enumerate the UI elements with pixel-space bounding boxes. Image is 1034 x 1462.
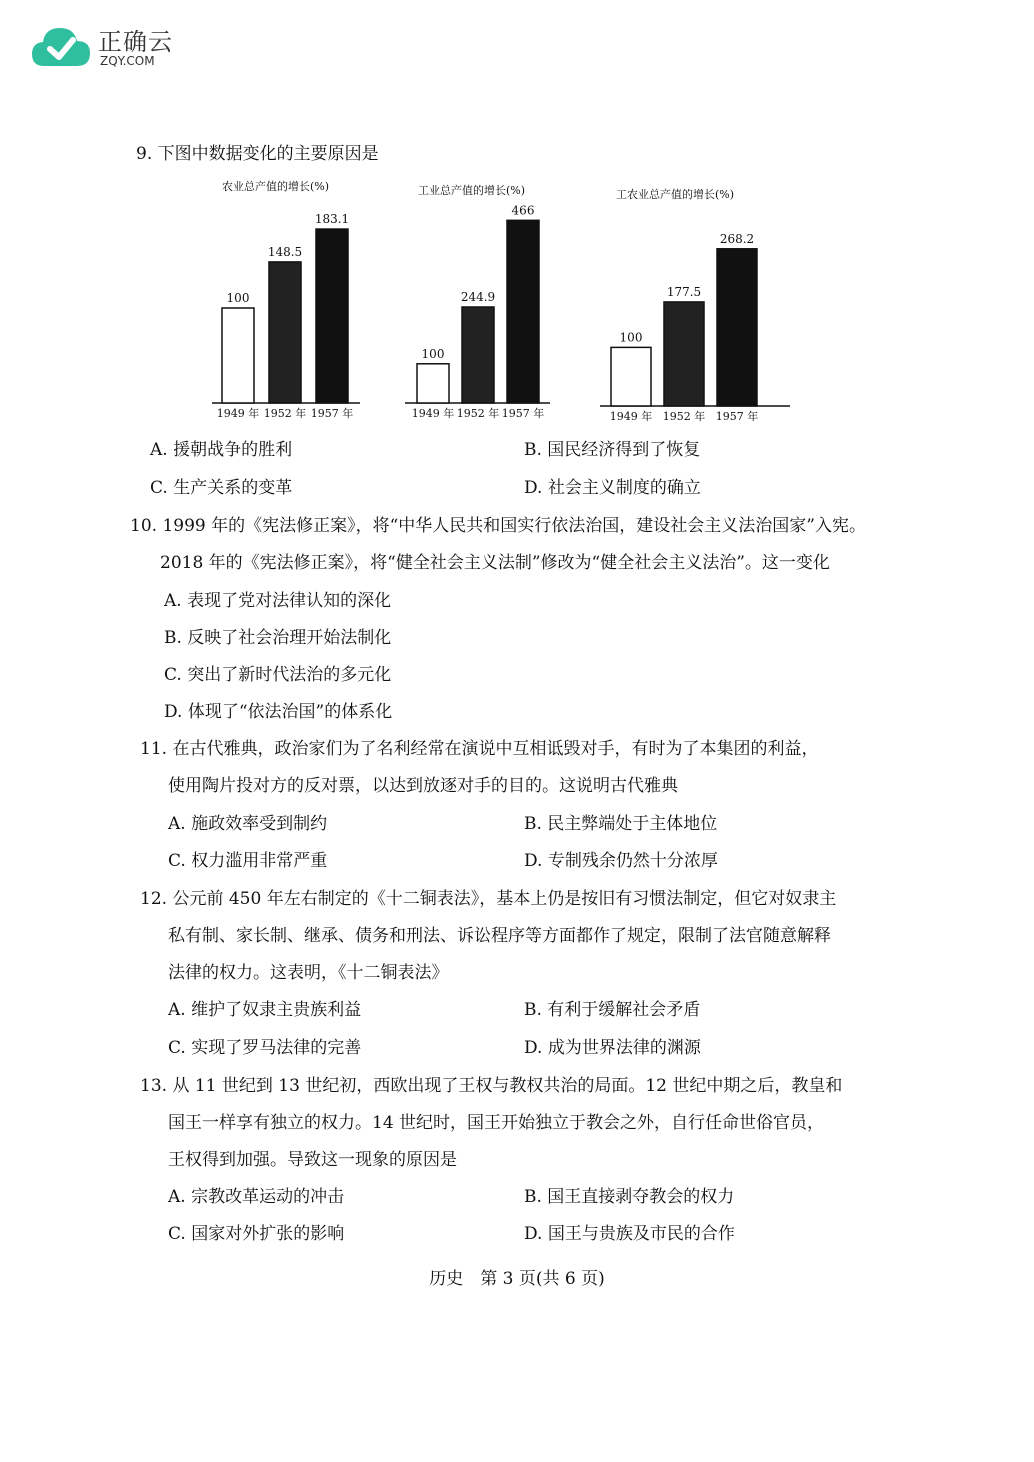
- bar: [222, 308, 254, 403]
- q13-option-a[interactable]: A. 宗教改革运动的冲击: [168, 1187, 345, 1207]
- bar: [664, 302, 704, 406]
- chart-agriculture: [200, 178, 370, 428]
- q10-option-b[interactable]: B. 反映了社会治理开始法制化: [164, 628, 392, 648]
- q9-option-a[interactable]: A. 援朝战争的胜利: [150, 440, 293, 460]
- q12-stem-line1: 12. 公元前 450 年左右制定的《十二铜表法》，基本上仍是按旧有习惯法制定，但它对奴隶主: [140, 889, 837, 909]
- q13-stem-line3: 王权得到加强。导致这一现象的原因是: [168, 1150, 457, 1170]
- q12-option-c[interactable]: C. 实现了罗马法律的完善: [168, 1038, 362, 1058]
- q11-option-d[interactable]: D. 专制残余仍然十分浓厚: [524, 851, 718, 871]
- data-label: 177.5: [666, 284, 702, 299]
- q10-option-a[interactable]: A. 表现了党对法律认知的深化: [164, 591, 392, 611]
- chart-industry: [400, 182, 560, 432]
- bar: [717, 249, 757, 406]
- chart-title: 工农业总产值的增长(%): [616, 188, 735, 201]
- data-label: 183.1: [314, 212, 350, 227]
- q10-stem-line1: 10. 1999 年的《宪法修正案》，将“中华人民共和国实行依法治国，建设社会主义法治国家”入宪。: [130, 516, 866, 536]
- data-label: 148.5: [267, 244, 303, 259]
- q12-option-b[interactable]: B. 有利于缓解社会矛盾: [524, 1000, 701, 1020]
- q9-option-b[interactable]: B. 国民经济得到了恢复: [524, 440, 701, 460]
- q13-option-c[interactable]: C. 国家对外扩张的影响: [168, 1224, 345, 1244]
- data-label: 100: [619, 330, 643, 345]
- q12-stem-line2: 私有制、家长制、继承、债务和刑法、诉讼程序等方面都作了规定，限制了法官随意解释: [168, 926, 831, 946]
- brand-domain: ZQY.COM: [100, 54, 155, 68]
- q9-option-d[interactable]: D. 社会主义制度的确立: [524, 478, 701, 498]
- data-label: 466: [511, 203, 535, 218]
- chart-industry-agriculture: [600, 186, 800, 436]
- q13-stem-line1: 13. 从 11 世纪到 13 世纪初，西欧出现了王权与教权共治的局面。12 世纪中期之后，教皇和: [140, 1076, 843, 1096]
- bar: [269, 262, 301, 403]
- q9-stem: 9. 下图中数据变化的主要原因是: [136, 144, 379, 164]
- q11-option-a[interactable]: A. 施政效率受到制约: [168, 814, 328, 834]
- bar: [462, 307, 494, 403]
- data-label: 268.2: [719, 231, 755, 246]
- bar: [507, 220, 539, 403]
- data-label: 100: [226, 291, 250, 305]
- q13-option-d[interactable]: D. 国王与贵族及市民的合作: [524, 1224, 735, 1244]
- brand-name: 正确云: [98, 28, 173, 56]
- chart-svg: [200, 178, 370, 428]
- tick-label: 1957 年: [501, 407, 545, 420]
- chart-title: 工业总产值的增长(%): [418, 184, 526, 197]
- q13-stem-line2: 国王一样享有独立的权力。14 世纪时，国王开始独立于教会之外，自行任命世俗官员，: [168, 1113, 825, 1133]
- bar: [611, 347, 651, 406]
- page-footer: 历史 第 3 页(共 6 页): [429, 1269, 605, 1289]
- q11-stem-line2: 使用陶片投对方的反对票，以达到放逐对手的目的。这说明古代雅典: [168, 776, 678, 796]
- q12-option-d[interactable]: D. 成为世界法律的渊源: [524, 1038, 701, 1058]
- tick-label: 1952 年: [263, 407, 307, 420]
- tick-label: 1952 年: [662, 410, 706, 423]
- tick-label: 1949 年: [216, 407, 260, 420]
- data-label: 100: [421, 346, 445, 361]
- q10-stem-line2: 2018 年的《宪法修正案》，将“健全社会主义法制”修改为“健全社会主义法治”。这一变化: [160, 553, 830, 573]
- bar: [316, 229, 348, 403]
- tick-label: 1949 年: [411, 407, 455, 420]
- q10-option-c[interactable]: C. 突出了新时代法治的多元化: [164, 665, 392, 685]
- chart-svg: [400, 182, 560, 432]
- q10-option-d[interactable]: D. 体现了“依法治国”的体系化: [164, 702, 393, 722]
- q9-option-c[interactable]: C. 生产关系的变革: [150, 478, 293, 498]
- q12-stem-line3: 法律的权力。这表明，《十二铜表法》: [168, 963, 449, 983]
- tick-label: 1957 年: [310, 407, 354, 420]
- cloud-check-icon: [30, 22, 94, 72]
- bar: [417, 364, 449, 403]
- q13-option-b[interactable]: B. 国王直接剥夺教会的权力: [524, 1187, 735, 1207]
- data-label: 244.9: [460, 289, 496, 304]
- q12-option-a[interactable]: A. 维护了奴隶主贵族利益: [168, 1000, 362, 1020]
- chart-title: 农业总产值的增长(%): [222, 180, 330, 193]
- tick-label: 1952 年: [456, 407, 500, 420]
- q11-option-c[interactable]: C. 权力滥用非常严重: [168, 851, 328, 871]
- tick-label: 1949 年: [609, 410, 653, 423]
- tick-label: 1957 年: [715, 410, 759, 423]
- q11-stem-line1: 11. 在古代雅典，政治家们为了名利经常在演说中互相诋毁对手，有时为了本集团的利益，: [140, 739, 819, 759]
- q11-option-b[interactable]: B. 民主弊端处于主体地位: [524, 814, 718, 834]
- chart-svg: [600, 186, 800, 436]
- brand-logo: [30, 22, 190, 74]
